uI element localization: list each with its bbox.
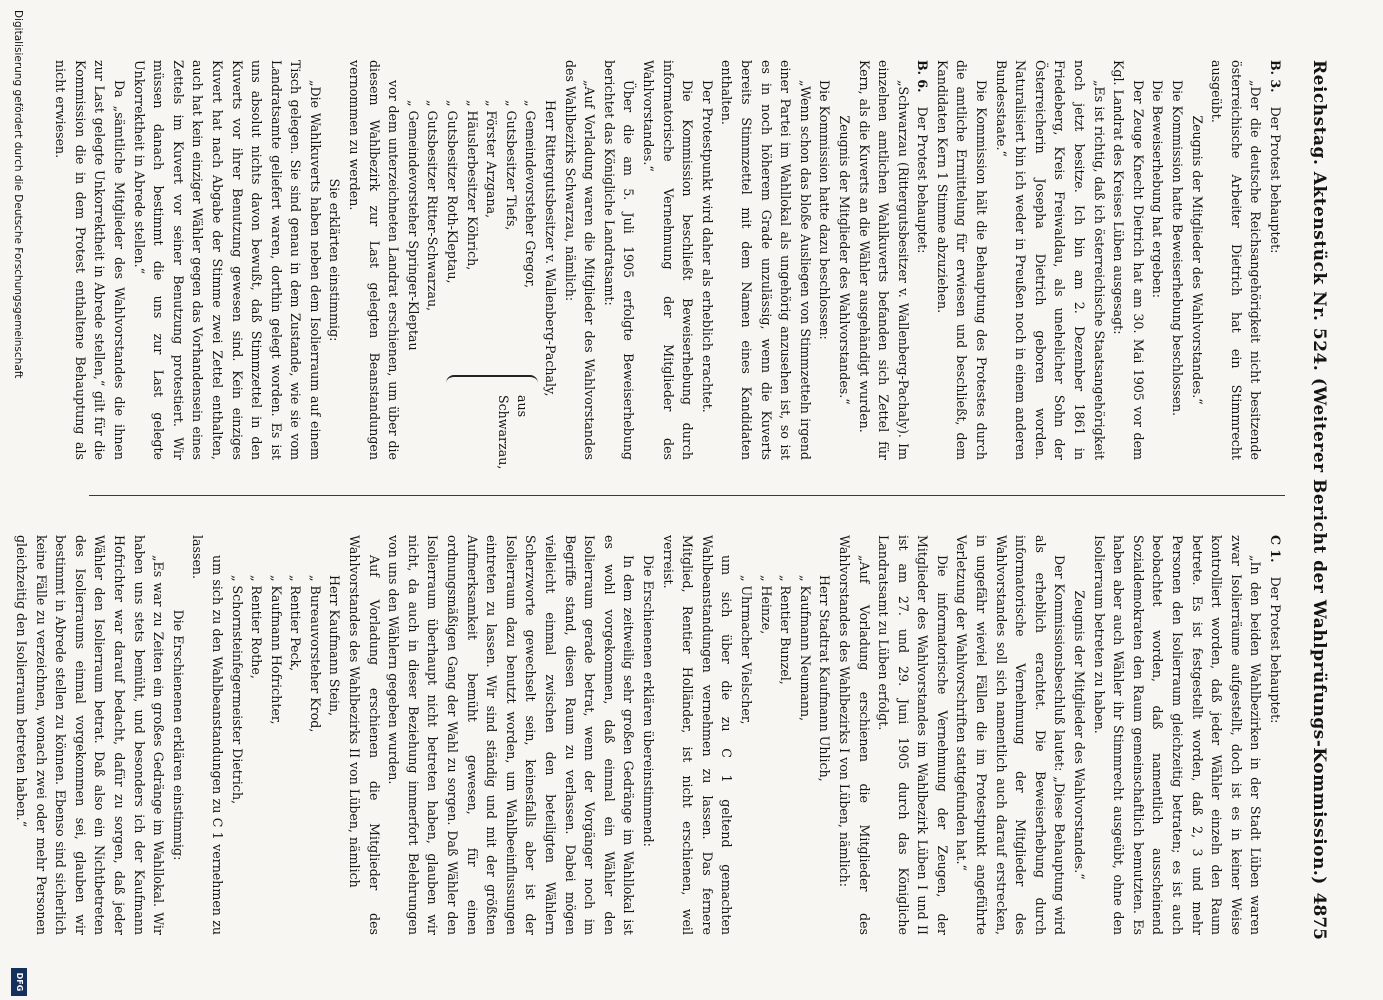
right-column xyxy=(11,535,1285,935)
paragraph: „In den beiden Wahlbezirken in der Stadt Lüben waren zwar Isolierräume aufgestellt, doch ist es in keiner Weise kontrolliert worden, daß jeder Wähler einzeln den Raum betrete. Es ist festgestellt worden, daß 2, 3 und mehr Personen den Isolierraum gleichzeitig betraten; es ist auch beobachtet worden, daß namentlich ausscheinend Sozialdemokraten den Raum gemeinschaftlich bemutzten. Es haben aber auch Wähler ihr Stimmrecht ausgeübt, ohne den Isolierraum betreten zu haben. xyxy=(1091,535,1264,935)
paragraph-text: Der Protest behauptet: xyxy=(915,106,931,254)
paragraph: Die Erschienenen erklären einstimmig: xyxy=(170,609,186,861)
list-item: „ Gutsbesitzer Tiefs, xyxy=(503,100,519,231)
paragraph: „Schwarzau (Rittergutsbesitzer v. Wallenberg-Pachaly). Im einzelnen amtlichen Wahlkuverts befanden sich Zettel für Kern, als die Kuverts an die Wähler ausgehändigt wurden. xyxy=(856,60,911,460)
name-list-group xyxy=(403,60,560,470)
section-label: C 1. xyxy=(1268,535,1283,563)
paragraph: „Es war zu Zeiten ein großes Gedränge im Wahllokal. Wir haben uns stets bemüht, und besonders ich der Kaufmann Hofrichter war darauf bedacht, dafür zu sorgen, daß jeder Wähler den Isolierraum betrat. Daß also ein Nichtbetreten des Isolierraums einmal vorgekommen sei, glauben wir bestimmt in Abrede stellen zu können. Ebenso sind sicherlich keine Fälle zu verzeichnen, wonach zwei oder mehr Personen gleichzeitig den Isolierraum betreten haben.“ xyxy=(14,535,167,935)
paragraph: „Wenn schon das bloße Ausliegen von Stimmzetteln irgend einer Partei im Wahllokal als ungehörig anzusehen ist, so ist es in noch höherem Grade unzulässig, wenn die Kuverts bereits Stimmzettel mit dem Namen eines Kandidaten enthalten. xyxy=(719,60,813,460)
list-item: Herr Kaufmann Stein, xyxy=(327,575,343,717)
list-item: „ Gutsbesitzer Roth-Kleptau, xyxy=(445,100,461,284)
paragraph: Zeugnis der Mitglieder des Wahlvorstandes.“ xyxy=(1189,115,1205,405)
paragraph xyxy=(913,60,933,460)
paragraph: Über die am 5. Juli 1905 erfolgte Beweiserhebung berichtet das Königliche Landratsamt: xyxy=(601,60,637,460)
dfg-logo: DFG xyxy=(11,968,27,996)
paragraph: Der Protestpunkt wird daher als erheblich erachtet. xyxy=(699,80,715,413)
list-item: „ Gemeindevorsteher Gregor, xyxy=(523,100,539,289)
page-number: 4875 xyxy=(1309,892,1329,940)
paragraph: Zeugnis der Mitglieder des Wahlvorstandes.“ xyxy=(836,115,852,405)
list-item: „ Heinze, xyxy=(758,575,774,635)
list-item: „ Uhrmacher Vielscher, xyxy=(738,575,754,725)
list-item: Herr Rittergutsbesitzer v. Wallenberg-Pachaly, xyxy=(543,100,559,397)
paragraph: um sich zu den Wahlbeanstandungen zu C 1 vernehmen zu lassen. xyxy=(190,535,225,935)
list-item: „ Häuslerbesitzer Köhrich, xyxy=(464,100,480,271)
section-label: B. 3. xyxy=(1268,60,1283,93)
paragraph: „Auf Vorladung erschienen die Mitglieder des Wahlvorstandes des Wahlbezirks I von Lüben, nämlich: xyxy=(836,535,872,935)
page-footer xyxy=(6,0,28,1000)
paragraph: Auf Vorladung erschienen die Mitglieder des Wahlvorstandes des Wahlbezirks II von Lüben, nämlich xyxy=(347,535,382,935)
funding-note: Digitalisierung gefördert durch die Deutsche Forschungsgemeinschaft xyxy=(12,10,24,379)
brace-annotation: aus Schwarzau, xyxy=(496,395,531,470)
paragraph: „Die Wahlkuverts haben neben dem Isolierraum auf einem Tisch gelegen. Sie sind genau in dem Zustande, wie sie vom Landratsamte geliefert waren, dorthin gelegt worden. Es ist uns absolut nichts davon bewußt, daß Stimmzettel in den Kuverts vor ihrer Benutzung gewesen sind. Kein einziges Kuvert hat nach Abgabe der Stimme zwei Zettel enthalten, auch hat kein einziger Wähler gegen das Vorhandensein eines Zettels im Kuvert vor seiner Benutzung protestiert. Wir müssen danach bestimmt die uns zur Last gelegte Unkorrektheit in Abrede stellen.“ xyxy=(131,60,323,460)
paragraph: Zeugnis der Mitglieder des Wahlvorstandes.“ xyxy=(1072,590,1088,880)
list-item: „ Bureauvorsteher Krod, xyxy=(307,575,323,733)
list-item: „ Rentier Rothe, xyxy=(249,575,265,679)
paragraph: Die informatorische Vernehmung der Zeugen, der Mitglieder des Wahlvorstandes im Wahlbezirk Lüben I und II ist am 27. und 29. Juni 1905 durch das Königliche Landratsamt zu Lüben erfolgt. xyxy=(876,535,950,935)
paragraph: „Auf Vorladung waren die Mitglieder des Wahlvorstandes des Wahlbezirks Schwarzau, nämlich: xyxy=(562,60,598,460)
list-item: „ Rentier Peck, xyxy=(288,575,304,672)
list-item: „ Kaufmann Hofrichter, xyxy=(268,575,284,725)
list-item: „ Schornsteinfegermeister Dietrich, xyxy=(229,575,245,805)
list-item: „ Gutsbesitzer Ritter-Schwarzau, xyxy=(425,100,441,312)
paragraph: Die Beweiserhebung hat ergeben: xyxy=(1150,80,1166,298)
list-item: „ Förster Arzgana, xyxy=(484,100,500,219)
paragraph: In dem zeitweilig sehr großen Gedränge im Wahllokal ist es wohl vorgekommen, daß einmal ein Wähler den Isolierraum gerade betrat, wenn der Vorgänger noch im Begriffe stand, diesen Raum zu verlassen. Dabei mögen vielleicht einmal zwischen den beteiligten Wählern Scherzworte gewechselt sein, keinesfalls aber ist der Isolierraum dazu benutzt worden, um Wahlbeeinflussungen eintreten zu lassen. Wir sind ständig und mit der größten Aufmerksamkeit bemüht gewesen, für einen ordnungsmäßigen Gang der Wahl zu sorgen. Daß Wähler den Isolierraum überhaupt nicht betreten haben, glauben wir nicht, da auch in dieser Beziehung immerfort Belehrungen von uns den Wählern gegeben wurden. xyxy=(386,535,637,935)
left-column xyxy=(51,60,1285,470)
page-header-title: Reichstag. Aktenstück Nr. 524. (Weiterer Bericht der Wahlprüfungs-Kommission.) xyxy=(1309,60,1329,885)
name-list xyxy=(403,60,560,460)
paragraph: „Der die deutsche Reichsangehörigkeit nicht besitzende österreichische Arbeiter Dietrich hat ein Stimmrecht ausgeübt. xyxy=(1209,60,1264,460)
paragraph: Die Kommission beschließt Beweiserhebung durch informatorische Vernehmung der Mitglieder des Wahlvorstandes.“ xyxy=(641,60,696,460)
paragraph xyxy=(1265,535,1285,935)
name-list xyxy=(736,535,834,935)
section-label: B. 6. xyxy=(915,60,931,93)
list-item: „ Rentier Bunzel, xyxy=(778,575,794,685)
list-item: „ Gemeindevorsteher Springer-Kleptau xyxy=(405,100,421,351)
paragraph: „Es ist richtig, daß ich österreichische Staatsangehörigkeit noch jetzt besitze. Ich bin am 2. Dezember 1861 in Friedeberg, Kreis Freiwaldau, als unehelicher Sohn der Österreicherin Josepha Dietrich geboren worden. Naturalisiert bin ich weder in Preußen noch in einem anderen Bundesstaate.“ xyxy=(993,60,1107,460)
column-divider xyxy=(89,495,1285,496)
paragraph-text: Der Protest behauptet: xyxy=(1268,576,1283,724)
paragraph: Die Erschienenen erklären übereinstimmend: xyxy=(641,555,656,847)
page-header xyxy=(1295,60,1335,940)
name-list xyxy=(227,535,345,935)
paragraph-text: Der Protest behauptet: xyxy=(1268,106,1283,254)
paragraph: um sich über die zu C 1 geltend gemachten Wahlbeanstandungen vernehmen zu lassen. Das fernere Mitglied, Rentier Holländer, ist nicht erschienen, weil verreist. xyxy=(660,535,735,935)
paragraph: Die Kommission hält die Behauptung des Protestes durch die amtliche Ermittelung für erwiesen und beschließt, dem Kandidaten Kern 1 Stimme abzuziehen. xyxy=(934,60,990,460)
list-item: Herr Stadtrat Kaufmann Uhlich, xyxy=(817,575,833,782)
paragraph: Der Zeuge Knecht Dietrich hat am 30. Mai 1905 vor dem Kgl. Landrat des Kreises Lüben ausgesagt: xyxy=(1111,60,1146,460)
curly-brace xyxy=(446,375,538,391)
list-item: „ Kaufmann Neumann, xyxy=(797,575,813,722)
paragraph xyxy=(1265,60,1285,460)
paragraph: Da „sämtliche Mitglieder des Wahlvorstandes die ihnen zur Last gelegte Unkorrektheit in Abrede stellen,“ gilt für die Kommission die in dem Protest enthaltene Behauptung als nicht erwiesen. xyxy=(53,60,127,460)
paragraph: Der Kommissionsbeschluß lautet: „Diese Behauptung wird als erheblich erachtet. Die Beweiserhebung durch informatorische Vernehmung der Mitglieder des Wahlvorstandes soll sich namentlich auch darauf erstrecken, in ungefähr wieviel Fällen die im Protestpunkt angeführte Verletzung der Wahlvorschriften stattgefunden hat.“ xyxy=(954,535,1068,935)
paragraph: Sie erklärten einstimmig: xyxy=(327,178,343,342)
paragraph: Die Kommission hatte dazu beschlossen: xyxy=(817,80,833,340)
paragraph: Die Kommission hatte Beweiserhebung beschlossen. xyxy=(1170,80,1186,417)
paragraph: vor dem unterzeichneten Landrat erschienen, um über die diesem Wahlbezirk zur Last gelegten Beanstandungen vernommen zu werden. xyxy=(347,60,402,460)
